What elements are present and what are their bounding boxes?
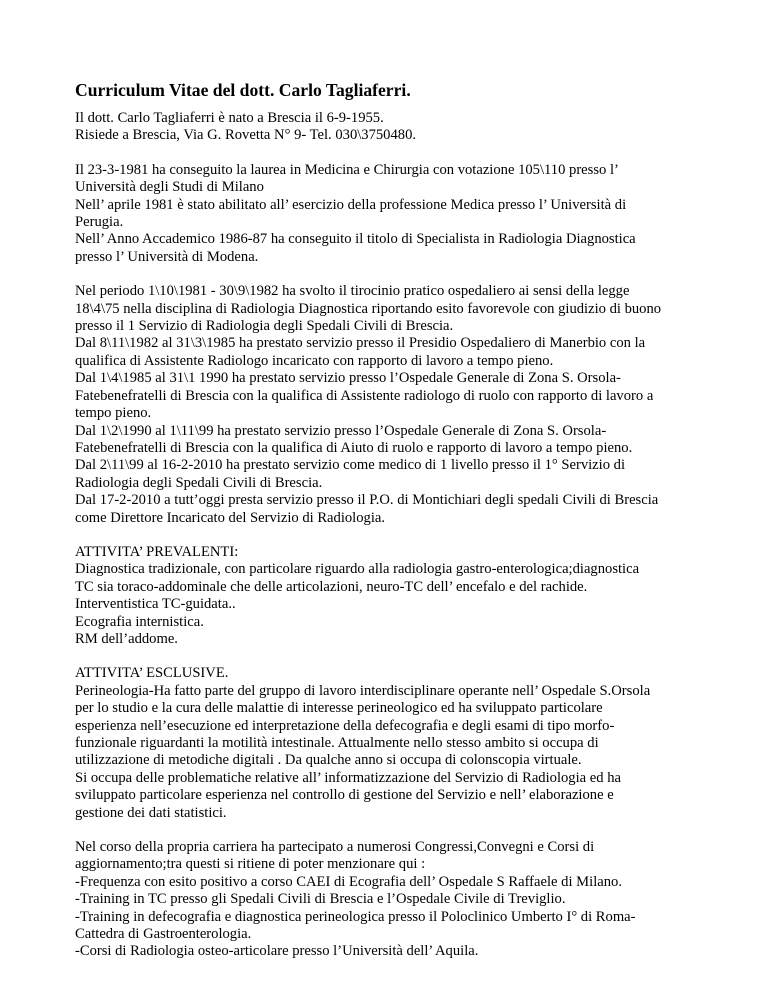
- text-line: Radiologia degli Spedali Civili di Brescia.: [75, 474, 323, 491]
- paragraph: [75, 665, 735, 822]
- text-line: RM dell’addome.: [75, 630, 178, 647]
- paragraph: [75, 839, 735, 961]
- text-line: Università degli Studi di Milano: [75, 179, 264, 196]
- text-line: Il 23-3-1981 ha conseguito la laurea in Medicina e Chirurgia con votazione 105\110 presso l’: [75, 161, 619, 178]
- text-line: TC sia toraco-addominale che delle articolazioni, neuro-TC dell’ encefalo e del rachide.: [75, 578, 588, 595]
- text-line: qualifica di Assistente Radiologo incaricato con rapporto di lavoro a tempo pieno.: [75, 352, 554, 369]
- text-line: ATTIVITA’ PREVALENTI:: [75, 543, 239, 560]
- document-page: [75, 80, 735, 978]
- text-line: Perineologia-Ha fatto parte del gruppo di lavoro interdisciplinare operante nell’ Ospedale S.Orsola: [75, 682, 651, 699]
- text-line: sviluppato particolare esperienza nel controllo di gestione del Servizio e nell’ elaborazione e: [75, 787, 614, 804]
- paragraph: [75, 110, 735, 145]
- text-line: Fatebenefratelli di Brescia con la qualifica di Aiuto di ruolo e rapporto di lavoro a tempo pieno.: [75, 439, 633, 456]
- text-line: Cattedra di Gastroenterologia.: [75, 926, 252, 943]
- text-line: aggiornamento;tra questi si ritiene di poter menzionare qui :: [75, 856, 426, 873]
- text-line: -Training in TC presso gli Spedali Civili di Brescia e l’Ospedale Civile di Treviglio.: [75, 891, 566, 908]
- text-line: -Training in defecografia e diagnostica perineologica presso il Poloclinico Umberto I° di Roma-: [75, 908, 636, 925]
- text-line: ATTIVITA’ ESCLUSIVE.: [75, 665, 229, 682]
- text-line: gestione dei dati statistici.: [75, 804, 227, 821]
- text-line: Il dott. Carlo Tagliaferri è nato a Brescia il 6-9-1955.: [75, 110, 384, 126]
- text-line: Ecografia internistica.: [75, 613, 204, 630]
- text-line: tempo pieno.: [75, 405, 152, 422]
- text-line: Nell’ aprile 1981 è stato abilitato all’ esercizio della professione Medica presso l’ Università di: [75, 196, 627, 213]
- text-line: Si occupa delle problematiche relative all’ informatizzazione del Servizio di Radiologia ed ha: [75, 769, 621, 786]
- text-line: presso l’ Università di Modena.: [75, 248, 259, 265]
- text-line: per lo studio e la cura delle malattie di interesse perineologico ed ha sviluppato particolare: [75, 700, 603, 717]
- text-line: Nel corso della propria carriera ha partecipato a numerosi Congressi,Convegni e Corsi di: [75, 839, 595, 856]
- text-line: Interventistica TC-guidata..: [75, 596, 236, 613]
- text-line: Dal 1\4\1985 al 31\1 1990 ha prestato servizio presso l’Ospedale Generale di Zona S. Orsola-: [75, 370, 621, 387]
- text-line: presso il 1 Servizio di Radiologia degli Spedali Civili di Brescia.: [75, 318, 454, 335]
- document-title: Curriculum Vitae del dott. Carlo Tagliaferri.: [75, 80, 411, 100]
- text-line: utilizzazione di metodiche digitali . Da qualche anno si occupa di colonscopia virtuale.: [75, 752, 582, 769]
- paragraph: [75, 283, 735, 527]
- text-line: Dal 2\11\99 al 16-2-2010 ha prestato servizio come medico di 1 livello presso il 1° Servizio di: [75, 457, 626, 474]
- text-line: Nell’ Anno Accademico 1986-87 ha conseguito il titolo di Specialista in Radiologia Diagnostica: [75, 231, 636, 248]
- text-line: funzionale riguardanti la motilità intestinale. Attualmente nello stesso ambito si occupa di: [75, 735, 599, 751]
- text-line: Dal 1\2\1990 al 1\11\99 ha prestato servizio presso l’Ospedale Generale di Zona S. Orsola-: [75, 422, 607, 439]
- text-line: Risiede a Brescia, Via G. Rovetta N° 9- Tel. 030\3750480.: [75, 127, 417, 144]
- text-line: Fatebenefratelli di Brescia con la qualifica di Assistente radiologo di ruolo con rapporto di lavoro a: [75, 387, 654, 404]
- paragraph: [75, 544, 735, 648]
- text-line: -Frequenza con esito positivo a corso CAEI di Ecografia dell’ Ospedale S Raffaele di Milano.: [75, 873, 622, 890]
- text-line: esperienza nell’esecuzione ed interpretazione della defecografia e degli esami di tipo morfo-: [75, 717, 615, 734]
- document-body: [75, 110, 735, 961]
- text-line: Dal 17-2-2010 a tutt’oggi presta servizio presso il P.O. di Montichiari degli spedali Civili di Brescia: [75, 492, 659, 509]
- text-line: Perugia.: [75, 214, 124, 231]
- text-line: Nel periodo 1\10\1981 - 30\9\1982 ha svolto il tirocinio pratico ospedaliero ai sensi della legge: [75, 283, 630, 300]
- text-line: Diagnostica tradizionale, con particolare riguardo alla radiologia gastro-enterologica;diagnostica: [75, 561, 640, 578]
- text-line: -Corsi di Radiologia osteo-articolare presso l’Università dell’ Aquila.: [75, 943, 479, 960]
- paragraph: [75, 162, 735, 266]
- text-line: Dal 8\11\1982 al 31\3\1985 ha prestato servizio presso il Presidio Ospedaliero di Manerbio con la: [75, 335, 646, 352]
- text-line: come Direttore Incaricato del Servizio di Radiologia.: [75, 509, 386, 526]
- text-line: 18\4\75 nella disciplina di Radiologia Diagnostica riportando esito favorevole con giudizio di buono: [75, 300, 662, 317]
